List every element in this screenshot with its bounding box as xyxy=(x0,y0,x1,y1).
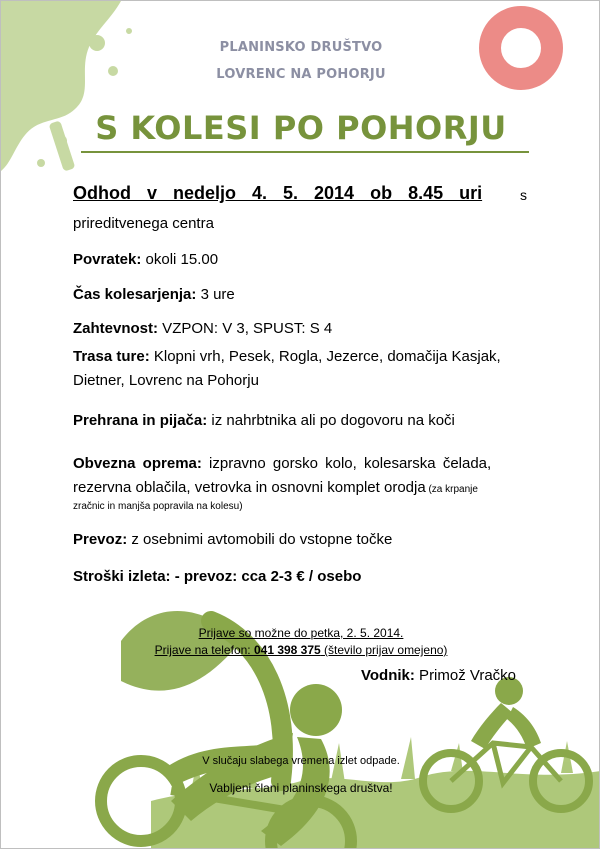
route-label: Trasa ture: xyxy=(73,348,150,365)
guide-label: Vodnik: xyxy=(361,667,415,684)
food-label: Prehrana in pijača: xyxy=(73,412,208,429)
registration-deadline: Prijave so možne do petka, 2. 5. 2014. xyxy=(198,626,404,640)
gear-items: rezervna oblačila, vetrovka in osnovni komplet orodja xyxy=(73,479,426,496)
transport-row xyxy=(73,530,392,550)
registration-phone xyxy=(121,643,481,657)
duration-label: Čas kolesarjenja: xyxy=(73,286,197,303)
return-row xyxy=(73,250,218,270)
gear-note: (za krpanje xyxy=(425,484,478,495)
difficulty-label: Zahtevnost: xyxy=(73,320,159,337)
gear-note-line2: zračnic in manjša popravila na kolesu) xyxy=(73,501,243,512)
phone-prefix: Prijave na telefon: xyxy=(154,643,254,657)
organization-name: PLANINSKO DRUŠTVO xyxy=(219,40,383,55)
route-value: Klopni vrh, Pesek, Rogla, Jezerce, domačija Kasjak, xyxy=(149,348,501,365)
gear-row xyxy=(73,454,491,474)
departure-heading xyxy=(73,183,529,204)
poster-title: S KOLESI PO POHORJU xyxy=(95,109,507,147)
gear-value: izpravno gorsko kolo, kolesarska čelada, xyxy=(201,455,492,472)
cost-row: Stroški izleta: - prevoz: cca 2-3 € / osebo xyxy=(73,568,362,585)
ring-graphic xyxy=(490,17,552,79)
departure-suffix: s xyxy=(520,187,527,203)
transport-label: Prevoz: xyxy=(73,531,128,548)
duration-value: 3 ure xyxy=(196,286,235,303)
invitation-text: Vabljeni člani planinskega društva! xyxy=(209,781,393,795)
weather-note: V slučaju slabega vremena izlet odpade. xyxy=(202,755,400,767)
return-value: okoli 15.00 xyxy=(141,251,219,268)
departure-location: prireditvenega centra xyxy=(73,215,214,232)
phone-suffix: (število prijav omejeno) xyxy=(320,643,448,657)
organization-location: LOVRENC NA POHORJU xyxy=(216,67,386,82)
return-label: Povratek: xyxy=(73,251,142,268)
duration-row xyxy=(73,285,235,305)
gear-line2 xyxy=(73,478,478,500)
route-row xyxy=(73,347,501,367)
title-underline xyxy=(81,151,529,153)
food-row xyxy=(73,411,455,431)
transport-value: z osebnimi avtomobili do vstopne točke xyxy=(127,531,393,548)
food-value: iz nahrbtnika ali po dogovoru na koči xyxy=(207,412,455,429)
departure-text: Odhod v nedeljo 4. 5. 2014 ob 8.45 uri xyxy=(73,183,483,203)
difficulty-value: VZPON: V 3, SPUST: S 4 xyxy=(158,320,333,337)
gear-label: Obvezna oprema: xyxy=(73,455,202,472)
guide-name: Primož Vračko xyxy=(414,667,517,684)
phone-number: 041 398 375 xyxy=(253,643,321,657)
difficulty-row xyxy=(73,319,332,339)
route-line2: Dietner, Lovrenc na Pohorju xyxy=(73,372,259,389)
guide-row xyxy=(361,666,516,686)
